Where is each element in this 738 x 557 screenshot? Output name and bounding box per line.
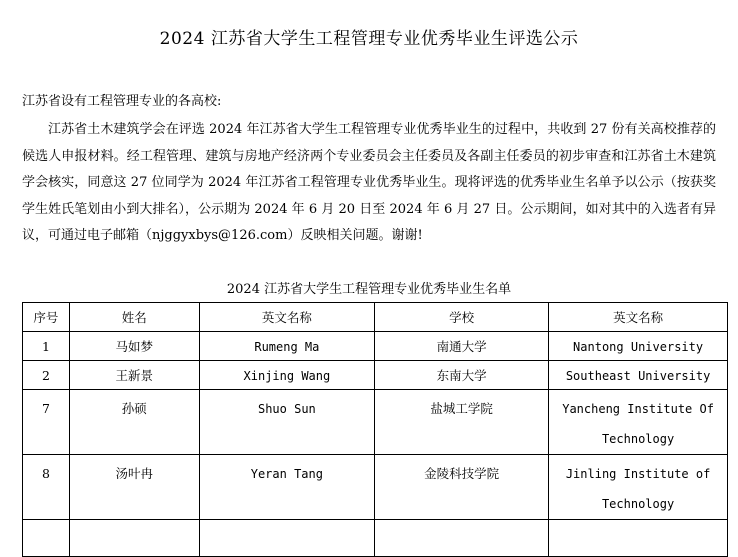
table-row: [23, 520, 728, 557]
cell-name: [69, 520, 199, 557]
cell-school-en: [549, 520, 728, 557]
cell-name-en: [199, 520, 374, 557]
salutation: 江苏省设有工程管理专业的各高校:: [22, 94, 222, 109]
graduate-list-table: [22, 302, 728, 557]
cell-name-en: Rumeng Ma: [199, 332, 374, 361]
header-no: 序号: [23, 303, 70, 332]
header-name: 姓名: [69, 303, 199, 332]
cell-school-en: Nantong University: [549, 332, 728, 361]
cell-school-en: Yancheng Institute Of Technology: [549, 390, 728, 455]
cell-name: 孙硕: [69, 390, 199, 455]
table-row: [23, 455, 728, 520]
cell-name: 马如梦: [69, 332, 199, 361]
cell-no: 8: [23, 455, 70, 520]
cell-no: 7: [23, 390, 70, 455]
notice-body: 江苏省土木建筑学会在评选 2024 年江苏省大学生工程管理专业优秀毕业生的过程中，共收到 27 份有关高校推荐的候选人申报材料。经工程管理、建筑与房地产经济两个专业委员会主任委员及各副主任委员的初步审查和江苏省土木建筑学会核实，同意这 27 位同学为 2024 年江苏省工程管理专业优秀毕业生。现将评选的优秀毕业生名单予以公示（按获奖学生姓氏笔划由小到大排名），公示期为 2024 年 6 月 20 日至 2024 年 6 月 27 日。公示期间，如对其中的入选者有异议，可通过电子邮箱（njggyxbys@126.com）反映相关问题。谢谢!: [22, 122, 716, 243]
cell-no: 2: [23, 361, 70, 390]
cell-name-en: Yeran Tang: [199, 455, 374, 520]
cell-no: 1: [23, 332, 70, 361]
cell-name-en: Xinjing Wang: [199, 361, 374, 390]
page-title: 2024 江苏省大学生工程管理专业优秀毕业生评选公示: [159, 29, 579, 49]
cell-school-en: Jinling Institute of Technology: [549, 455, 728, 520]
cell-name-en: Shuo Sun: [199, 390, 374, 455]
cell-school-en: Southeast University: [549, 361, 728, 390]
header-school-en: 英文名称: [549, 303, 728, 332]
cell-name: 王新景: [69, 361, 199, 390]
cell-school: 东南大学: [375, 361, 549, 390]
header-school: 学校: [375, 303, 549, 332]
cell-name: 汤叶冉: [69, 455, 199, 520]
table-row: [23, 390, 728, 455]
header-name-en: 英文名称: [199, 303, 374, 332]
cell-school: 金陵科技学院: [375, 455, 549, 520]
table-row: [23, 361, 728, 390]
table-row: [23, 332, 728, 361]
cell-school: [375, 520, 549, 557]
table-header-row: [23, 303, 728, 332]
cell-school: 南通大学: [375, 332, 549, 361]
cell-school: 盐城工学院: [375, 390, 549, 455]
table-title: 2024 江苏省大学生工程管理专业优秀毕业生名单: [226, 282, 512, 297]
cell-no: [23, 520, 70, 557]
